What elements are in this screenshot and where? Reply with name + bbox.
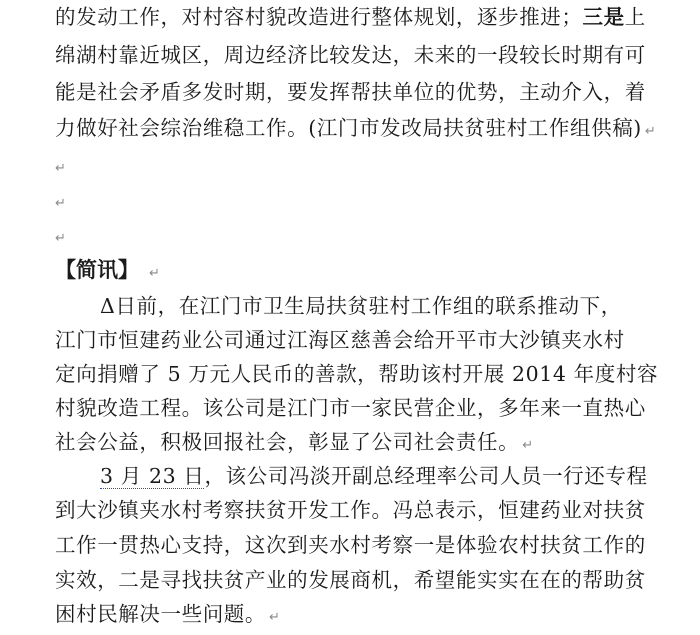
paragraph-line: [55, 325, 700, 355]
paragraph-line: [55, 359, 700, 389]
text-run-bold: 三是: [582, 5, 625, 29]
text-run: 村貌改造工程。该公司是江门市一家民营企业，多年来一直热心: [55, 396, 646, 420]
text-run: 江门市恒建药业公司通过江海区慈善会给开平市大沙镇夹水村: [55, 328, 625, 352]
date-text: 3 月 23 日: [100, 464, 205, 488]
paragraph-line: [55, 2, 700, 32]
paragraph-line: [55, 393, 700, 423]
paragraph-line: [55, 427, 700, 461]
paragraph-line: [55, 565, 700, 595]
text-run: ，该公司冯淡开副总经理率公司人员一行还专程: [204, 464, 648, 488]
paragraph-mark-icon: ↵: [644, 124, 656, 139]
text-run: 工作一贯热心支持，这次到夹水村考察一是体验农村扶贫工作的: [55, 533, 646, 557]
section-heading: [55, 255, 160, 289]
paragraph-line: [55, 40, 700, 70]
paragraph-mark-icon: ↵: [55, 196, 66, 211]
paragraph-mark-icon: ↵: [149, 266, 160, 281]
paragraph-mark-icon: ↵: [269, 610, 280, 625]
text-run: 到大沙镇夹水村考察扶贫开发工作。冯总表示，恒建药业对扶贫: [55, 498, 646, 522]
paragraph-line: [55, 495, 700, 525]
text-run: Δ日前，在江门市卫生局扶贫驻村工作组的联系推动下，: [100, 294, 622, 318]
text-run: 上: [624, 5, 646, 29]
text-run: 定向捐赠了 5 万元人民币的善款，帮助该村开展 2014 年度村容: [55, 362, 659, 386]
paragraph-line: [55, 77, 700, 107]
text-run: 绵湖村靠近城区，周边经济比较发达，未来的一段较长时期有可: [55, 43, 646, 67]
empty-paragraph: [52, 185, 700, 219]
paragraph-mark-icon: ↵: [55, 161, 66, 176]
text-run: 力做好社会综治维稳工作。(江门市发改局扶贫驻村工作组供稿): [55, 116, 642, 140]
text-run: 社会公益，积极回报社会，彰显了公司社会责任。: [55, 430, 520, 454]
paragraph-line: [100, 291, 700, 321]
paragraph-mark-icon: ↵: [55, 231, 66, 246]
paragraph-mark-icon: ↵: [522, 438, 534, 453]
paragraph-line: [100, 461, 700, 491]
paragraph-line: [55, 599, 700, 633]
section-heading-text: 【简讯】: [55, 258, 139, 282]
text-run: 实效，二是寻找扶贫产业的发展商机，希望能实实在在的帮助贫: [55, 568, 646, 592]
text-run: 能是社会矛盾多发时期，要发挥帮扶单位的优势，主动介入，着: [55, 80, 646, 104]
text-run: 困村民解决一些问题。: [55, 602, 266, 626]
empty-paragraph: [52, 220, 700, 254]
paragraph-line: [55, 530, 700, 560]
empty-paragraph: [52, 150, 700, 184]
text-run: 的发动工作，对村容村貌改造进行整体规划，逐步推进；: [55, 5, 583, 29]
paragraph-line: [55, 113, 700, 147]
